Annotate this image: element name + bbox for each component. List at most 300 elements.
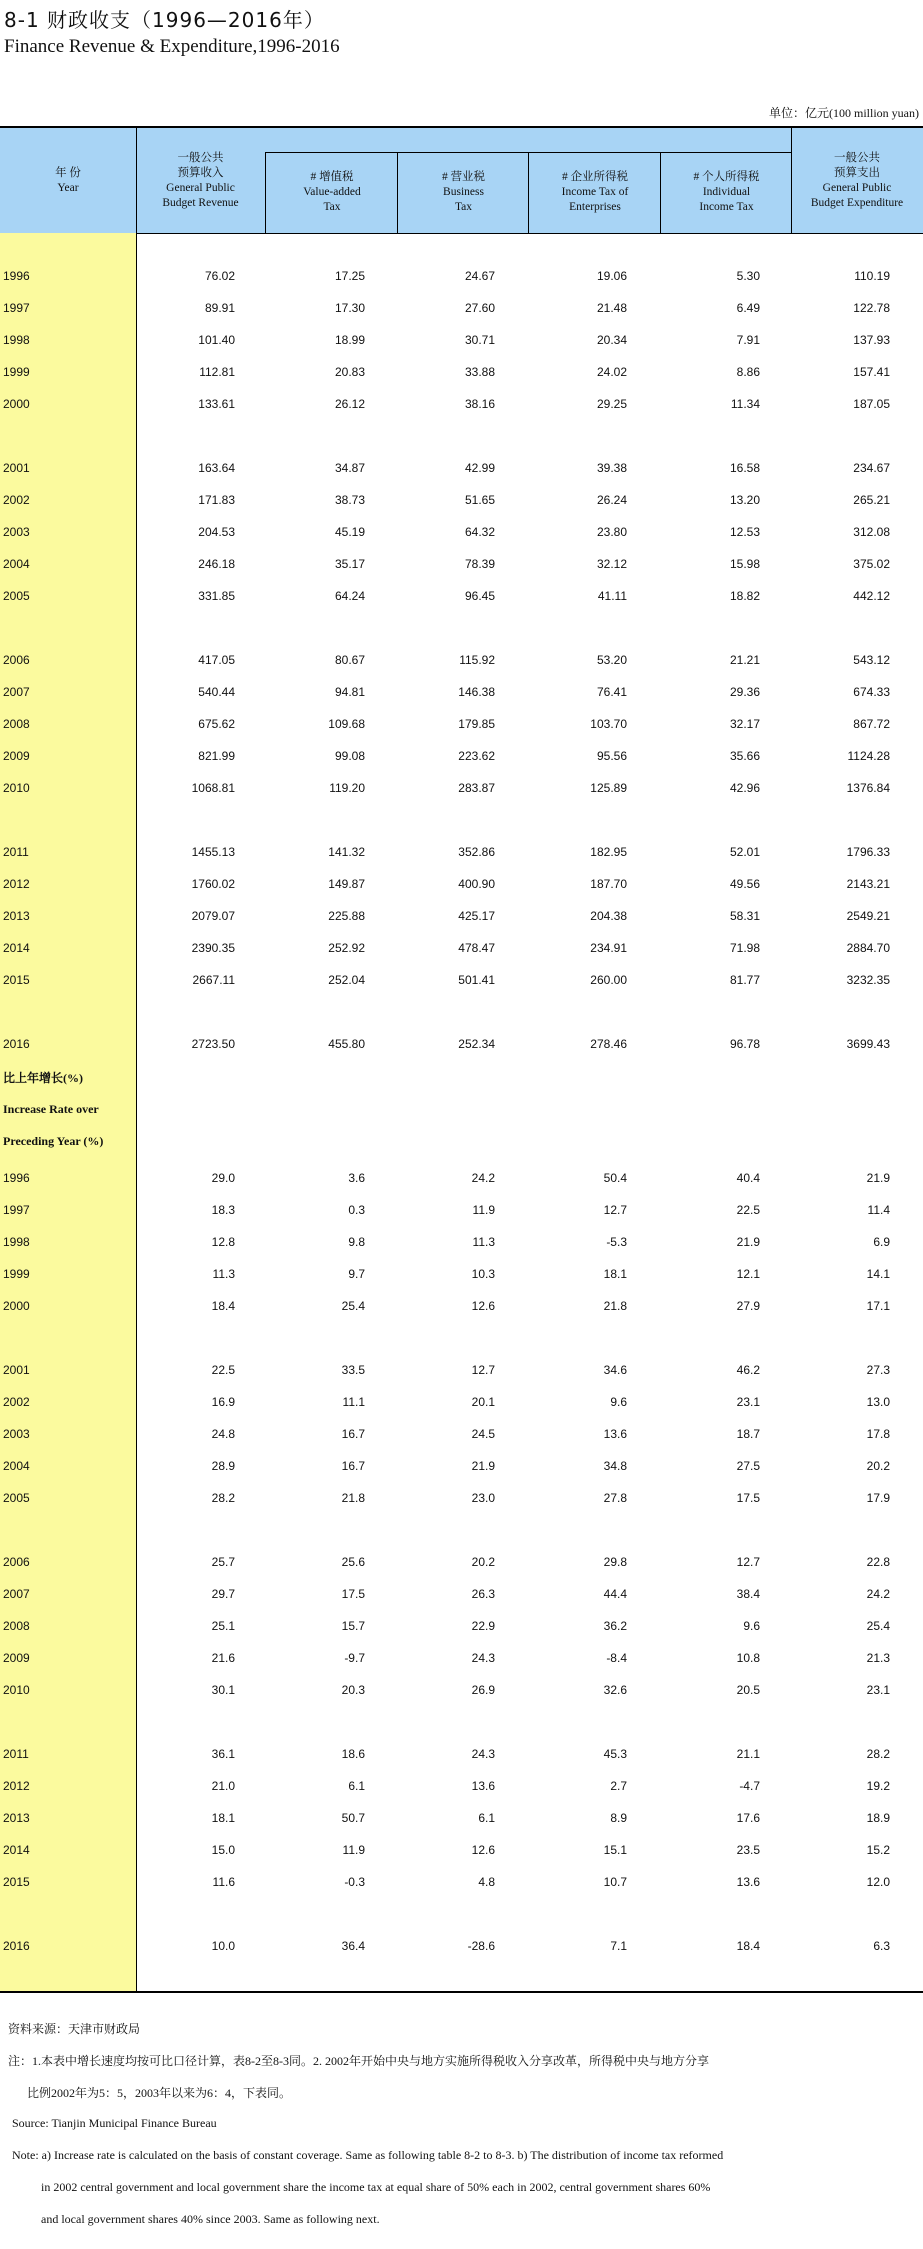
- value-cell: 76.41: [596, 685, 627, 699]
- value-cell: 18.82: [729, 589, 760, 603]
- value-cell: 21.0: [211, 1779, 235, 1793]
- year-cell: 2001: [3, 461, 30, 475]
- value-cell: 112.81: [199, 365, 235, 379]
- year-cell: 2011: [3, 845, 29, 859]
- value-cell: 27.5: [736, 1459, 760, 1473]
- table-header: [0, 128, 923, 234]
- value-cell: 18.4: [211, 1299, 235, 1313]
- value-cell: 278.46: [590, 1037, 627, 1051]
- value-cell: 94.81: [334, 685, 365, 699]
- value-cell: 32.17: [729, 717, 760, 731]
- header-year-en: Year: [57, 181, 79, 194]
- value-cell: 5.30: [736, 269, 760, 283]
- year-cell: 2015: [3, 973, 30, 987]
- year-cell: 2014: [3, 941, 30, 955]
- value-row: [0, 904, 923, 926]
- growth-row: [0, 1454, 923, 1476]
- value-row: [0, 680, 923, 702]
- value-cell: 352.86: [458, 845, 495, 859]
- value-cell: 13.6: [471, 1779, 495, 1793]
- header-year-cn: 年 份: [55, 166, 81, 179]
- value-cell: 45.19: [334, 525, 365, 539]
- value-cell: 33.88: [464, 365, 495, 379]
- year-cell: 2005: [3, 1491, 30, 1505]
- value-cell: 96.45: [464, 589, 495, 603]
- value-cell: 187.70: [590, 877, 627, 891]
- value-cell: 23.0: [471, 1491, 495, 1505]
- year-cell: 2009: [3, 749, 30, 763]
- value-cell: 13.6: [736, 1875, 760, 1889]
- value-cell: 9.6: [610, 1395, 627, 1409]
- value-cell: 179.85: [458, 717, 495, 731]
- value-cell: 9.7: [348, 1267, 365, 1281]
- growth-row: [0, 1166, 923, 1188]
- header-revenue-en: General Public Budget Revenue: [162, 181, 239, 209]
- value-cell: 27.60: [464, 301, 495, 315]
- value-cell: 53.20: [596, 653, 627, 667]
- value-cell: 119.20: [329, 781, 365, 795]
- value-cell: -0.3: [344, 1875, 365, 1889]
- value-cell: 25.1: [211, 1619, 235, 1633]
- value-cell: -9.7: [344, 1651, 365, 1665]
- value-cell: 24.5: [471, 1427, 495, 1441]
- value-cell: 1124.28: [847, 749, 890, 763]
- value-cell: 133.61: [198, 397, 235, 411]
- growth-row: [0, 1390, 923, 1412]
- year-cell: 2013: [3, 909, 30, 923]
- header-business-cn: # 营业税: [441, 171, 486, 183]
- value-cell: 29.7: [211, 1587, 235, 1601]
- growth-row: [0, 1262, 923, 1284]
- page-title-cn: 8-1 财政收支（1996—2016年）: [4, 8, 325, 32]
- value-cell: 252.92: [328, 941, 365, 955]
- value-cell: 11.9: [342, 1843, 365, 1857]
- growth-row: [0, 1614, 923, 1636]
- value-cell: 15.1: [603, 1843, 627, 1857]
- value-cell: 252.34: [458, 1037, 495, 1051]
- value-cell: 12.6: [471, 1843, 495, 1857]
- header-corporate-en: Income Tax of Enterprises: [561, 186, 629, 213]
- value-cell: 20.1: [471, 1395, 495, 1409]
- value-cell: 78.39: [464, 557, 495, 571]
- value-cell: 11.3: [472, 1235, 495, 1249]
- year-cell: 2000: [3, 1299, 30, 1313]
- value-cell: 26.12: [334, 397, 365, 411]
- value-cell: 137.93: [853, 333, 890, 347]
- value-cell: 110.19: [854, 269, 890, 283]
- value-cell: 21.3: [866, 1651, 890, 1665]
- value-cell: 23.1: [736, 1395, 760, 1409]
- growth-row: [0, 1838, 923, 1860]
- year-cell: 2010: [3, 1683, 30, 1697]
- value-row: [0, 936, 923, 958]
- value-cell: 96.78: [729, 1037, 760, 1051]
- value-cell: 23.1: [866, 1683, 890, 1697]
- source-en: Source: Tianjin Municipal Finance Bureau: [12, 2116, 217, 2130]
- value-cell: 81.77: [729, 973, 760, 987]
- value-cell: 32.6: [603, 1683, 627, 1697]
- year-cell: 2004: [3, 1459, 30, 1473]
- value-cell: 24.67: [464, 269, 495, 283]
- growth-row: [0, 1646, 923, 1668]
- value-cell: 30.71: [464, 333, 495, 347]
- header-expenditure-cn: 一般公共 预算支出: [834, 151, 880, 179]
- value-cell: 24.02: [596, 365, 627, 379]
- value-cell: 12.8: [211, 1235, 235, 1249]
- growth-row: [0, 1486, 923, 1508]
- value-cell: 71.98: [729, 941, 760, 955]
- header-individual-tax: [660, 152, 792, 233]
- source-cn: 资料来源：天津市财政局: [8, 2022, 141, 2036]
- value-cell: -8.4: [606, 1651, 627, 1665]
- value-cell: 46.2: [736, 1363, 760, 1377]
- value-cell: 9.6: [743, 1619, 760, 1633]
- value-cell: 18.1: [603, 1267, 627, 1281]
- value-cell: 25.6: [341, 1555, 365, 1569]
- header-vat: [265, 152, 398, 233]
- value-cell: 21.6: [211, 1651, 235, 1665]
- year-cell: 2010: [3, 781, 30, 795]
- value-row: [0, 296, 923, 318]
- value-cell: 29.8: [603, 1555, 627, 1569]
- value-row: [0, 456, 923, 478]
- value-cell: 234.67: [853, 461, 890, 475]
- value-cell: 2.7: [610, 1779, 627, 1793]
- growth-row: [0, 1934, 923, 1956]
- year-cell: 2012: [3, 1779, 30, 1793]
- value-row: [0, 648, 923, 670]
- header-business-tax: [397, 152, 529, 233]
- value-cell: 21.21: [729, 653, 760, 667]
- value-cell: 674.33: [853, 685, 890, 699]
- value-cell: 39.38: [596, 461, 627, 475]
- year-cell: 2007: [3, 685, 30, 699]
- value-cell: 17.30: [334, 301, 365, 315]
- note-en-2: in 2002 central government and local government share the income tax at equal share of 50% each in 2002, central government shares 60%: [41, 2180, 711, 2194]
- value-cell: 18.7: [736, 1427, 760, 1441]
- value-cell: 101.40: [198, 333, 235, 347]
- value-cell: 27.8: [603, 1491, 627, 1505]
- value-cell: 103.70: [590, 717, 627, 731]
- value-cell: 16.7: [341, 1427, 365, 1441]
- value-cell: 17.5: [341, 1587, 365, 1601]
- value-cell: 29.25: [596, 397, 627, 411]
- value-cell: 10.7: [603, 1875, 627, 1889]
- value-cell: 24.3: [471, 1747, 495, 1761]
- value-cell: 38.73: [334, 493, 365, 507]
- value-cell: 141.32: [328, 845, 365, 859]
- year-cell: 2002: [3, 1395, 30, 1409]
- growth-row: [0, 1870, 923, 1892]
- note-cn-1: 注：1.本表中增长速度均按可比口径计算，表8-2至8-3同。2. 2002年开始中央与地方实施所得税收入分享改革，所得税中央与地方分享: [8, 2054, 709, 2068]
- year-cell: 2016: [3, 1939, 30, 1953]
- value-cell: 12.7: [736, 1555, 760, 1569]
- value-cell: 25.4: [866, 1619, 890, 1633]
- year-cell: 2006: [3, 653, 30, 667]
- value-cell: 24.2: [866, 1587, 890, 1601]
- value-cell: 21.1: [736, 1747, 760, 1761]
- value-cell: 187.05: [853, 397, 890, 411]
- value-cell: 18.99: [334, 333, 365, 347]
- value-cell: 6.9: [873, 1235, 890, 1249]
- value-cell: 19.2: [866, 1779, 890, 1793]
- note-en-1: Note: a) Increase rate is calculated on the basis of constant coverage. Same as following table 8-2 to 8-3. b) The distribution of income tax reformed: [12, 2148, 724, 2162]
- value-cell: 42.96: [729, 781, 760, 795]
- value-cell: 0.3: [348, 1203, 365, 1217]
- value-cell: 204.53: [198, 525, 235, 539]
- value-cell: 21.9: [866, 1171, 890, 1185]
- value-row: [0, 520, 923, 542]
- value-cell: -28.6: [467, 1939, 495, 1953]
- value-cell: 20.5: [736, 1683, 760, 1697]
- value-cell: 23.5: [736, 1843, 760, 1857]
- growth-row: [0, 1422, 923, 1444]
- value-cell: -4.7: [739, 1779, 760, 1793]
- value-cell: 18.6: [341, 1747, 365, 1761]
- value-cell: 821.99: [198, 749, 235, 763]
- value-cell: 24.3: [471, 1651, 495, 1665]
- year-cell: 2009: [3, 1651, 30, 1665]
- value-row: [0, 584, 923, 606]
- value-cell: 182.95: [590, 845, 627, 859]
- value-cell: 283.87: [458, 781, 495, 795]
- value-cell: 51.65: [464, 493, 495, 507]
- value-cell: 11.1: [342, 1395, 365, 1409]
- value-cell: 33.5: [341, 1363, 365, 1377]
- value-cell: 20.2: [866, 1459, 890, 1473]
- page-title-en: Finance Revenue & Expenditure,1996-2016: [4, 36, 340, 57]
- value-cell: 64.24: [334, 589, 365, 603]
- value-cell: 21.8: [603, 1299, 627, 1313]
- value-cell: 25.7: [211, 1555, 235, 1569]
- value-cell: 501.41: [458, 973, 495, 987]
- value-cell: 52.01: [729, 845, 760, 859]
- value-cell: 442.12: [853, 589, 890, 603]
- value-cell: 1068.81: [191, 781, 235, 795]
- value-cell: 16.7: [341, 1459, 365, 1473]
- value-cell: 2143.21: [846, 877, 890, 891]
- value-cell: 425.17: [458, 909, 495, 923]
- value-cell: 1796.33: [846, 845, 890, 859]
- value-cell: 2549.21: [846, 909, 890, 923]
- value-cell: 14.1: [866, 1267, 890, 1281]
- header-expenditure: [791, 128, 923, 233]
- value-row: [0, 264, 923, 286]
- value-cell: 375.02: [853, 557, 890, 571]
- value-cell: 17.25: [334, 269, 365, 283]
- value-cell: 400.90: [458, 877, 495, 891]
- header-individual-cn: # 个人所得税: [693, 171, 760, 183]
- header-year: [0, 128, 136, 233]
- value-cell: 3.6: [348, 1171, 365, 1185]
- header-individual-en: Individual Income Tax: [699, 186, 754, 213]
- year-cell: 2003: [3, 525, 30, 539]
- value-cell: 42.99: [464, 461, 495, 475]
- value-cell: 35.17: [334, 557, 365, 571]
- value-cell: 3699.43: [846, 1037, 890, 1051]
- value-cell: 122.78: [853, 301, 890, 315]
- value-cell: 331.85: [198, 589, 235, 603]
- value-row: [0, 328, 923, 350]
- value-cell: 2884.70: [846, 941, 890, 955]
- year-cell: 1998: [3, 1235, 30, 1249]
- growth-label-cn: 比上年增长(%): [3, 1071, 83, 1085]
- value-cell: 20.83: [334, 365, 365, 379]
- value-cell: 29.0: [211, 1171, 235, 1185]
- header-revenue-cn: 一般公共 预算收入: [177, 151, 224, 179]
- value-cell: 17.9: [866, 1491, 890, 1505]
- growth-row: [0, 1742, 923, 1764]
- value-cell: 867.72: [853, 717, 890, 731]
- value-cell: 2079.07: [191, 909, 235, 923]
- value-cell: 11.9: [472, 1203, 495, 1217]
- value-cell: 26.24: [596, 493, 627, 507]
- value-cell: 27.9: [736, 1299, 760, 1313]
- value-cell: 109.68: [328, 717, 365, 731]
- note-cn-2: 比例2002年为5：5，2003年以来为6：4，下表同。: [27, 2086, 292, 2100]
- value-cell: 40.4: [736, 1171, 760, 1185]
- header-vat-cn: # 增值税: [310, 171, 354, 183]
- value-cell: 32.12: [596, 557, 627, 571]
- value-cell: 417.05: [198, 653, 235, 667]
- value-cell: 223.62: [458, 749, 495, 763]
- value-cell: 260.00: [590, 973, 627, 987]
- value-cell: 204.38: [590, 909, 627, 923]
- value-cell: 10.3: [471, 1267, 495, 1281]
- value-row: [0, 840, 923, 862]
- value-cell: 22.5: [211, 1363, 235, 1377]
- value-cell: 17.5: [736, 1491, 760, 1505]
- year-cell: 2004: [3, 557, 30, 571]
- value-cell: 7.91: [736, 333, 760, 347]
- value-cell: 15.7: [341, 1619, 365, 1633]
- value-cell: 115.92: [459, 653, 495, 667]
- growth-row: [0, 1230, 923, 1252]
- value-cell: 17.1: [866, 1299, 890, 1313]
- value-cell: 22.8: [866, 1555, 890, 1569]
- value-cell: 312.08: [853, 525, 890, 539]
- value-cell: 36.2: [603, 1619, 627, 1633]
- value-cell: 125.89: [590, 781, 627, 795]
- value-cell: 12.6: [471, 1299, 495, 1313]
- value-row: [0, 968, 923, 990]
- value-row: [0, 552, 923, 574]
- growth-row: [0, 1774, 923, 1796]
- value-cell: 15.2: [866, 1843, 890, 1857]
- value-cell: 1376.84: [846, 781, 890, 795]
- value-cell: 95.56: [596, 749, 627, 763]
- value-cell: 2667.11: [192, 973, 235, 987]
- value-row: [0, 392, 923, 414]
- value-cell: 58.31: [729, 909, 760, 923]
- year-cell: 2003: [3, 1427, 30, 1441]
- value-cell: 157.41: [853, 365, 890, 379]
- value-cell: 12.53: [729, 525, 760, 539]
- growth-label-en-1: Increase Rate over: [3, 1102, 99, 1116]
- unit-label: 单位：亿元(100 million yuan): [769, 106, 919, 120]
- value-cell: 20.34: [596, 333, 627, 347]
- header-revenue: [136, 128, 265, 233]
- value-cell: 12.7: [471, 1363, 495, 1377]
- value-cell: 10.0: [211, 1939, 235, 1953]
- value-cell: 7.1: [610, 1939, 627, 1953]
- value-cell: 28.2: [211, 1491, 235, 1505]
- value-cell: 11.34: [730, 397, 760, 411]
- value-cell: 2723.50: [191, 1037, 235, 1051]
- value-cell: 163.64: [198, 461, 235, 475]
- value-cell: 24.8: [211, 1427, 235, 1441]
- value-cell: 246.18: [198, 557, 235, 571]
- year-cell: 2006: [3, 1555, 30, 1569]
- year-cell: 1998: [3, 333, 30, 347]
- value-row: [0, 744, 923, 766]
- value-cell: 6.1: [348, 1779, 365, 1793]
- value-cell: 13.0: [866, 1395, 890, 1409]
- year-cell: 1996: [3, 269, 30, 283]
- value-cell: 2390.35: [191, 941, 235, 955]
- value-cell: 29.36: [729, 685, 760, 699]
- value-cell: 18.9: [866, 1811, 890, 1825]
- value-cell: 17.6: [736, 1811, 760, 1825]
- year-cell: 2000: [3, 397, 30, 411]
- growth-row: [0, 1582, 923, 1604]
- value-row: [0, 712, 923, 734]
- value-cell: 30.1: [211, 1683, 235, 1697]
- value-cell: 19.06: [596, 269, 627, 283]
- year-cell: 1996: [3, 1171, 30, 1185]
- value-cell: 21.8: [341, 1491, 365, 1505]
- value-cell: 21.9: [471, 1459, 495, 1473]
- value-cell: 12.7: [603, 1203, 627, 1217]
- year-cell: 1999: [3, 1267, 30, 1281]
- value-cell: 4.8: [478, 1875, 495, 1889]
- year-cell: 1997: [3, 1203, 30, 1217]
- value-cell: 1760.02: [191, 877, 235, 891]
- value-cell: 36.4: [341, 1939, 365, 1953]
- value-cell: 34.87: [334, 461, 365, 475]
- year-cell: 2005: [3, 589, 30, 603]
- year-cell: 2002: [3, 493, 30, 507]
- value-cell: 265.21: [853, 493, 890, 507]
- value-cell: 6.49: [736, 301, 760, 315]
- value-cell: 6.1: [478, 1811, 495, 1825]
- note-en-3: and local government shares 40% since 2003. Same as following next.: [41, 2212, 380, 2226]
- value-cell: 225.88: [328, 909, 365, 923]
- value-cell: 20.2: [471, 1555, 495, 1569]
- header-business-en: Business Tax: [443, 186, 484, 213]
- value-cell: 18.1: [211, 1811, 235, 1825]
- value-cell: 26.3: [471, 1587, 495, 1601]
- value-cell: 80.67: [334, 653, 365, 667]
- growth-label-en-2: Preceding Year (%): [3, 1134, 104, 1148]
- value-cell: 8.86: [736, 365, 760, 379]
- value-cell: 171.83: [198, 493, 235, 507]
- value-cell: 12.1: [736, 1267, 760, 1281]
- value-cell: 234.91: [590, 941, 627, 955]
- value-cell: 21.9: [736, 1235, 760, 1249]
- value-cell: 44.4: [603, 1587, 627, 1601]
- growth-row: [0, 1550, 923, 1572]
- value-cell: 1455.13: [191, 845, 235, 859]
- year-cell: 1999: [3, 365, 30, 379]
- value-cell: 20.3: [341, 1683, 365, 1697]
- value-cell: 11.4: [867, 1203, 890, 1217]
- value-cell: 9.8: [348, 1235, 365, 1249]
- value-cell: 34.6: [603, 1363, 627, 1377]
- value-cell: 13.6: [603, 1427, 627, 1441]
- value-row: [0, 776, 923, 798]
- value-cell: 11.3: [212, 1267, 235, 1281]
